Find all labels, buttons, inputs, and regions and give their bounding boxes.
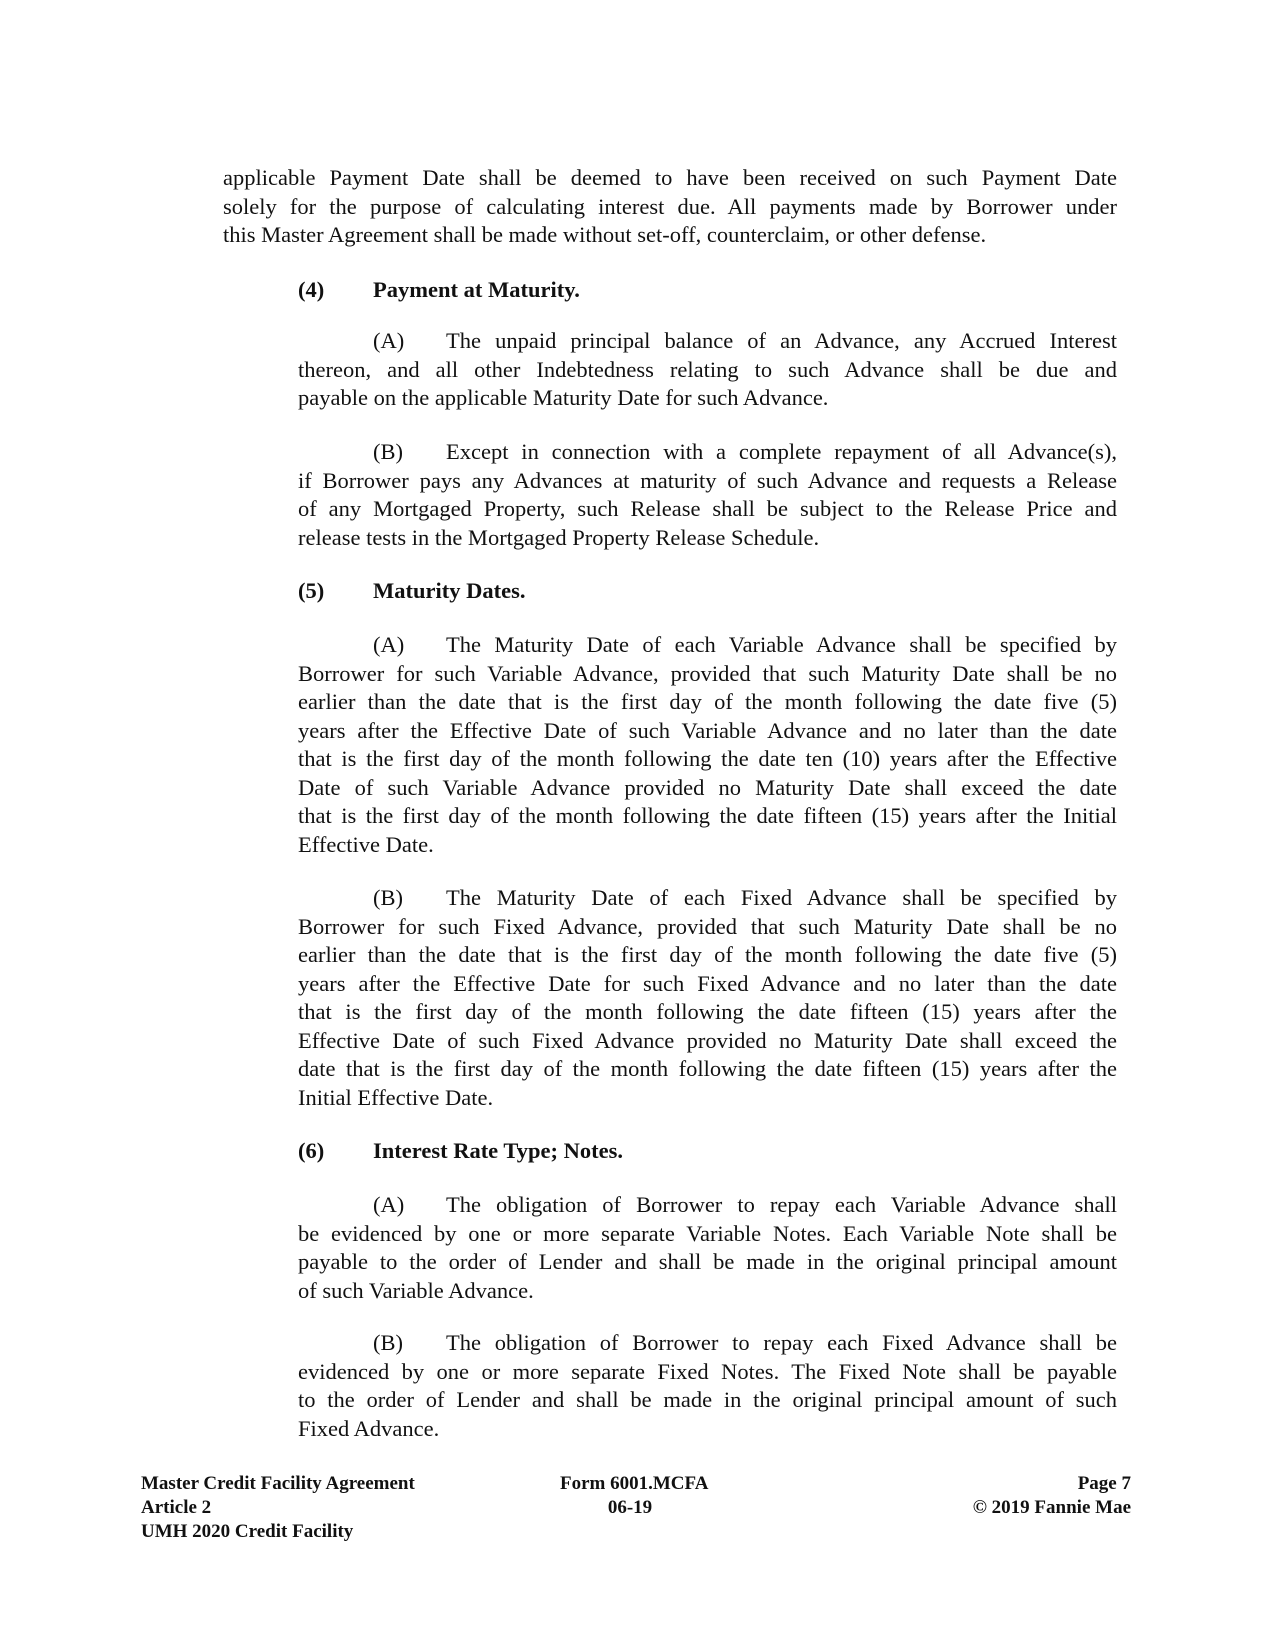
footer-facility-name: UMH 2020 Credit Facility — [141, 1521, 354, 1542]
paragraph-label: (B) — [373, 439, 403, 464]
paragraph-line: that is the first day of the month following the date ten (10) years after the Effective — [298, 746, 1117, 771]
paragraph-line: be evidenced by one or more separate Variable Notes. Each Variable Note shall be — [298, 1220, 1117, 1246]
footer-copyright: © 2019 Fannie Mae — [972, 1497, 1131, 1518]
paragraph-line: of any Mortgaged Property, such Release shall be subject to the Release Price and — [298, 496, 1117, 521]
paragraph-line: if Borrower pays any Advances at maturity of such Advance and requests a Release — [298, 467, 1117, 493]
paragraph-line: Fixed Advance. — [298, 1415, 440, 1441]
paragraph — [298, 438, 1117, 552]
paragraph-line: this Master Agreement shall be made without set-off, counterclaim, or other defense. — [223, 222, 987, 247]
footer-form-date: 06-19 — [607, 1497, 653, 1518]
paragraph-line: date that is the first day of the month following the date fifteen (15) years after the — [298, 1056, 1117, 1081]
paragraph-label: (B) — [373, 1330, 403, 1355]
paragraph-line: applicable Payment Date shall be deemed to have been received on such Payment Date — [223, 165, 1117, 190]
footer-left — [141, 1472, 415, 1544]
paragraph-line: that is the first day of the month following the date fifteen (15) years after the Initial — [298, 803, 1117, 828]
paragraph-line: years after the Effective Date of such Variable Advance and no later than the date — [298, 717, 1117, 743]
paragraph-line: thereon, and all other Indebtedness relating to such Advance shall be due and — [298, 356, 1117, 382]
paragraph-line: of such Variable Advance. — [298, 1277, 534, 1303]
footer-right — [973, 1472, 1131, 1520]
paragraph-line: The obligation of Borrower to repay each Variable Advance shall — [446, 1192, 1117, 1217]
paragraph-line: payable to the order of Lender and shall be made in the original principal amount — [298, 1249, 1117, 1274]
paragraph-line: to the order of Lender and shall be made in the original principal amount of such — [298, 1387, 1117, 1412]
paragraph — [298, 327, 1117, 413]
paragraph-label: (A) — [373, 328, 405, 353]
paragraph-line: that is the first day of the month following the date fifteen (15) years after the — [298, 999, 1117, 1024]
paragraph-line: payable on the applicable Maturity Date for such Advance. — [298, 385, 829, 410]
section-number: (5) — [298, 578, 325, 603]
paragraph-line: Borrower for such Variable Advance, provided that such Maturity Date shall be no — [298, 660, 1117, 686]
paragraph-line: The Maturity Date of each Variable Advance shall be specified by — [446, 632, 1117, 657]
footer-article: Article 2 — [141, 1497, 212, 1518]
section-number: (6) — [298, 1138, 325, 1163]
paragraph-line: Date of such Variable Advance provided no Maturity Date shall exceed the date — [298, 774, 1117, 800]
paragraph — [298, 884, 1117, 1112]
paragraph-line: earlier than the date that is the first day of the month following the date five (5) — [298, 689, 1117, 714]
paragraph-line: The Maturity Date of each Fixed Advance shall be specified by — [446, 885, 1117, 910]
paragraph — [298, 631, 1117, 859]
paragraph-line: The obligation of Borrower to repay each Fixed Advance shall be — [446, 1330, 1117, 1355]
section-title: Maturity Dates. — [373, 578, 526, 603]
paragraph-line: solely for the purpose of calculating interest due. All payments made by Borrower under — [223, 193, 1117, 219]
paragraph-line: evidenced by one or more separate Fixed Notes. The Fixed Note shall be payable — [298, 1358, 1117, 1384]
paragraph-line: Effective Date of such Fixed Advance provided no Maturity Date shall exceed the — [298, 1027, 1117, 1053]
footer-agreement-title: Master Credit Facility Agreement — [141, 1473, 415, 1494]
footer-page-number: Page 7 — [1077, 1473, 1131, 1494]
paragraph-line: The unpaid principal balance of an Advance, any Accrued Interest — [446, 328, 1117, 353]
paragraph-line: Borrower for such Fixed Advance, provided that such Maturity Date shall be no — [298, 913, 1117, 939]
paragraph-line: Except in connection with a complete repayment of all Advance(s), — [446, 439, 1117, 464]
paragraph — [223, 164, 1117, 250]
paragraph-line: release tests in the Mortgaged Property Release Schedule. — [298, 524, 820, 550]
paragraph-label: (B) — [373, 885, 403, 910]
paragraph — [298, 1329, 1117, 1443]
section-title: Payment at Maturity. — [373, 277, 580, 302]
footer-center — [560, 1472, 709, 1520]
section-title: Interest Rate Type; Notes. — [373, 1138, 623, 1163]
footer-form-number: Form 6001.MCFA — [560, 1473, 709, 1494]
paragraph-line: earlier than the date that is the first day of the month following the date five (5) — [298, 942, 1117, 967]
paragraph-line: years after the Effective Date for such Fixed Advance and no later than the date — [298, 970, 1117, 996]
paragraph-label: (A) — [373, 1192, 405, 1217]
paragraph-line: Initial Effective Date. — [298, 1084, 494, 1110]
paragraph — [298, 1191, 1117, 1305]
paragraph-label: (A) — [373, 632, 405, 657]
section-number: (4) — [298, 277, 325, 302]
paragraph-line: Effective Date. — [298, 831, 434, 857]
